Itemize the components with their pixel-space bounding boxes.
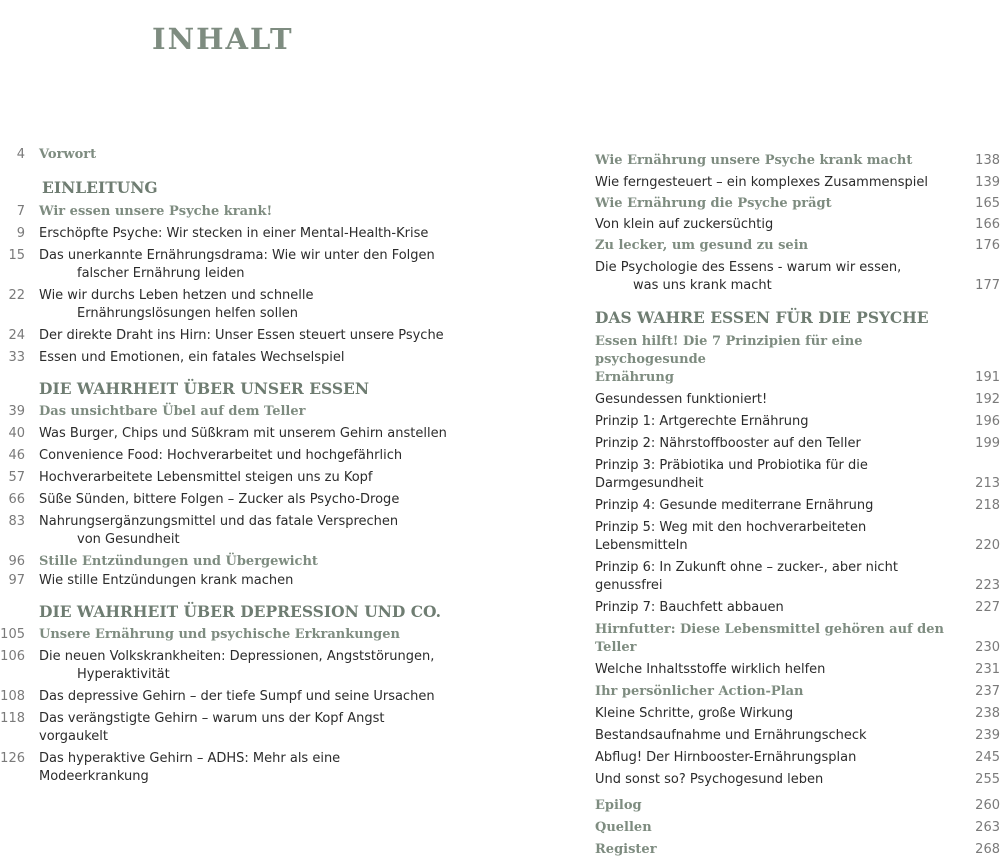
toc-entry[interactable]	[0, 225, 450, 243]
toc-entry[interactable]	[595, 152, 1000, 170]
page-number: 15	[8, 248, 25, 263]
page-number: 192	[975, 392, 1000, 407]
toc-entry-quellen[interactable]	[595, 819, 1000, 837]
page-number: 231	[975, 662, 1000, 677]
entry-title: Convenience Food: Hochverarbeitet und hochgefährlich	[39, 448, 403, 463]
entry-title: Das hyperaktive Gehirn – ADHS: Mehr als eine Modeerkrankung	[39, 751, 341, 784]
page-number: 46	[8, 448, 25, 463]
toc-entry[interactable]	[595, 621, 1000, 657]
entry-title: Die neuen Volkskrankheiten: Depressionen, Angststörungen,	[39, 649, 435, 664]
entry-title: Wie wir durchs Leben hetzen und schnelle	[39, 288, 314, 303]
page-number: 238	[975, 706, 1000, 721]
toc-entry[interactable]	[0, 425, 450, 443]
entry-title: Essen und Emotionen, ein fatales Wechselspiel	[39, 350, 345, 365]
entry-title: Prinzip 4: Gesunde mediterrane Ernährung	[595, 498, 874, 513]
page-number: 7	[16, 204, 25, 219]
entry-title: Das verängstigte Gehirn – warum uns der Kopf Angst vorgaukelt	[39, 711, 385, 744]
page-number: 39	[8, 404, 25, 419]
section-heading-einleitung: EINLEITUNG	[42, 178, 158, 197]
entry-title: Quellen	[595, 820, 652, 835]
toc-entry[interactable]	[595, 237, 1000, 255]
entry-title: Essen hilft! Die 7 Prinzipien für eine psychogesunde	[595, 334, 863, 367]
toc-entry[interactable]	[0, 750, 450, 786]
toc-entry[interactable]	[595, 216, 1000, 234]
toc-entry[interactable]	[595, 333, 1000, 387]
toc-entry[interactable]	[0, 710, 450, 746]
toc-left-column	[0, 146, 450, 786]
toc-entry[interactable]	[0, 403, 450, 421]
toc-entry[interactable]	[0, 491, 450, 509]
toc-entry[interactable]	[0, 688, 450, 706]
entry-title: Die Psychologie des Essens - warum wir essen,	[595, 260, 902, 275]
toc-entry[interactable]	[0, 287, 450, 323]
entry-title: Unsere Ernährung und psychische Erkrankungen	[39, 627, 400, 642]
page-number: 220	[975, 538, 1000, 553]
entry-title: Stille Entzündungen und Übergewicht	[39, 554, 318, 569]
entry-title: Prinzip 3: Präbiotika und Probiotika für die Darmgesundheit	[595, 458, 868, 491]
toc-entry[interactable]	[595, 559, 1000, 595]
page-number: 227	[975, 600, 1000, 615]
page-number: 66	[8, 492, 25, 507]
toc-entry[interactable]	[595, 727, 1000, 745]
entry-title: Prinzip 1: Artgerechte Ernährung	[595, 414, 809, 429]
toc-entry[interactable]	[0, 553, 450, 571]
toc-entry[interactable]	[595, 435, 1000, 453]
toc-entry[interactable]	[0, 349, 450, 367]
page-number: 196	[975, 414, 1000, 429]
toc-entry[interactable]	[595, 683, 1000, 701]
section-heading-essen: DIE WAHRHEIT ÜBER UNSER ESSEN	[39, 379, 370, 398]
page-number: 24	[8, 328, 25, 343]
toc-entry[interactable]	[0, 513, 450, 549]
entry-title: Wie stille Entzündungen krank machen	[39, 573, 294, 588]
page-number: 96	[8, 554, 25, 569]
toc-entry[interactable]	[0, 648, 450, 684]
page-number: 260	[975, 798, 1000, 813]
entry-title: Der direkte Draht ins Hirn: Unser Essen steuert unsere Psyche	[39, 328, 444, 343]
page-number: 138	[975, 153, 1000, 168]
page-number: 83	[8, 514, 25, 529]
page-number: 239	[975, 728, 1000, 743]
page-number: 223	[975, 578, 1000, 593]
toc-entry[interactable]	[595, 705, 1000, 723]
toc-entry[interactable]	[595, 771, 1000, 789]
entry-title: Hirnfutter: Diese Lebensmittel gehören auf den Teller	[595, 622, 944, 655]
toc-entry[interactable]	[595, 599, 1000, 617]
entry-title: Von klein auf zuckersüchtig	[595, 217, 774, 232]
toc-entry[interactable]	[595, 413, 1000, 431]
entry-title: Das unerkannte Ernährungsdrama: Wie wir unter den Folgen	[39, 248, 435, 263]
toc-entry[interactable]	[0, 469, 450, 487]
entry-title: Prinzip 6: In Zukunft ohne – zucker-, aber nicht genussfrei	[595, 560, 898, 593]
entry-title: Vorwort	[39, 147, 97, 162]
page-number: 97	[8, 573, 25, 588]
toc-entry[interactable]	[595, 497, 1000, 515]
entry-title-continued: von Gesundheit	[77, 532, 180, 547]
toc-entry[interactable]	[595, 174, 1000, 192]
toc-entry[interactable]	[0, 327, 450, 345]
toc-entry-vorwort[interactable]	[0, 146, 450, 164]
toc-entry-register[interactable]	[595, 841, 1000, 859]
entry-title: Gesundessen funktioniert!	[595, 392, 768, 407]
toc-entry[interactable]	[0, 447, 450, 465]
page-number: 166	[975, 217, 1000, 232]
entry-title-continued: Hyperaktivität	[77, 667, 170, 682]
page-number: 126	[0, 751, 25, 766]
page-number: 255	[975, 772, 1000, 787]
toc-entry[interactable]	[0, 626, 450, 644]
page-number: 108	[0, 689, 25, 704]
entry-title: Hochverarbeitete Lebensmittel steigen uns zu Kopf	[39, 470, 373, 485]
page-title: INHALT	[152, 22, 294, 56]
entry-title: Das depressive Gehirn – der tiefe Sumpf und seine Ursachen	[39, 689, 435, 704]
toc-entry[interactable]	[595, 391, 1000, 409]
page-number: 237	[975, 684, 1000, 699]
entry-title: Ihr persönlicher Action-Plan	[595, 684, 804, 699]
entry-title: Bestandsaufnahme und Ernährungscheck	[595, 728, 867, 743]
toc-right-column	[595, 152, 1000, 859]
entry-title: Wie ferngesteuert – ein komplexes Zusammenspiel	[595, 175, 928, 190]
page-number: 245	[975, 750, 1000, 765]
page-number: 199	[975, 436, 1000, 451]
page-number: 139	[975, 175, 1000, 190]
page-number: 57	[8, 470, 25, 485]
page-number: 106	[0, 649, 25, 664]
page-number: 230	[975, 640, 1000, 655]
toc-entry[interactable]	[595, 749, 1000, 767]
page-number: 22	[8, 288, 25, 303]
entry-title: Epilog	[595, 798, 642, 813]
page-number: 218	[975, 498, 1000, 513]
entry-title: Wie Ernährung die Psyche prägt	[595, 196, 832, 211]
entry-title: Zu lecker, um gesund zu sein	[595, 238, 809, 253]
page-number: 177	[975, 278, 1000, 293]
page-number: 191	[975, 370, 1000, 385]
page-number: 118	[0, 711, 25, 726]
section-heading-depression: DIE WAHRHEIT ÜBER DEPRESSION UND CO.	[39, 602, 442, 621]
entry-title: Welche Inhaltsstoffe wirklich helfen	[595, 662, 826, 677]
toc-entry[interactable]	[595, 259, 1000, 295]
page-number: 263	[975, 820, 1000, 835]
entry-title: Prinzip 5: Weg mit den hochverarbeiteten Lebensmitteln	[595, 520, 867, 553]
entry-title: Prinzip 7: Bauchfett abbauen	[595, 600, 784, 615]
page-number: 40	[8, 426, 25, 441]
entry-title: Was Burger, Chips und Süßkram mit unserem Gehirn anstellen	[39, 426, 447, 441]
entry-title-continued: was uns krank macht	[633, 278, 772, 293]
section-heading-wahre-essen: DAS WAHRE ESSEN FÜR DIE PSYCHE	[595, 308, 929, 327]
entry-title-continued: Ernährungslösungen helfen sollen	[77, 306, 299, 321]
page-number: 105	[0, 627, 25, 642]
toc-entry[interactable]	[595, 195, 1000, 213]
entry-title: Erschöpfte Psyche: Wir stecken in einer Mental-Health-Krise	[39, 226, 429, 241]
page-number: 4	[16, 147, 25, 162]
toc-entry[interactable]	[595, 661, 1000, 679]
toc-entry[interactable]	[0, 572, 450, 590]
page-number: 268	[975, 842, 1000, 857]
entry-title: Kleine Schritte, große Wirkung	[595, 706, 794, 721]
entry-title: Prinzip 2: Nährstoffbooster auf den Teller	[595, 436, 861, 451]
entry-title-continued: Ernährung	[595, 370, 674, 385]
entry-title: Wir essen unsere Psyche krank!	[39, 204, 273, 219]
page-number: 213	[975, 476, 1000, 491]
entry-title: Süße Sünden, bittere Folgen – Zucker als Psycho-Droge	[39, 492, 400, 507]
toc-entry[interactable]	[595, 519, 1000, 555]
page-number: 33	[8, 350, 25, 365]
page-number: 176	[975, 238, 1000, 253]
entry-title: Abflug! Der Hirnbooster-Ernährungsplan	[595, 750, 857, 765]
entry-title: Das unsichtbare Übel auf dem Teller	[39, 404, 306, 419]
toc-entry[interactable]	[0, 203, 450, 221]
entry-title: Nahrungsergänzungsmittel und das fatale Versprechen	[39, 514, 399, 529]
entry-title-continued: falscher Ernährung leiden	[77, 266, 245, 281]
toc-entry[interactable]	[0, 247, 450, 283]
page-number: 165	[975, 196, 1000, 211]
entry-title: Register	[595, 842, 657, 857]
entry-title: Und sonst so? Psychogesund leben	[595, 772, 824, 787]
entry-title: Wie Ernährung unsere Psyche krank macht	[595, 153, 913, 168]
toc-entry[interactable]	[595, 457, 1000, 493]
page-number: 9	[16, 226, 25, 241]
